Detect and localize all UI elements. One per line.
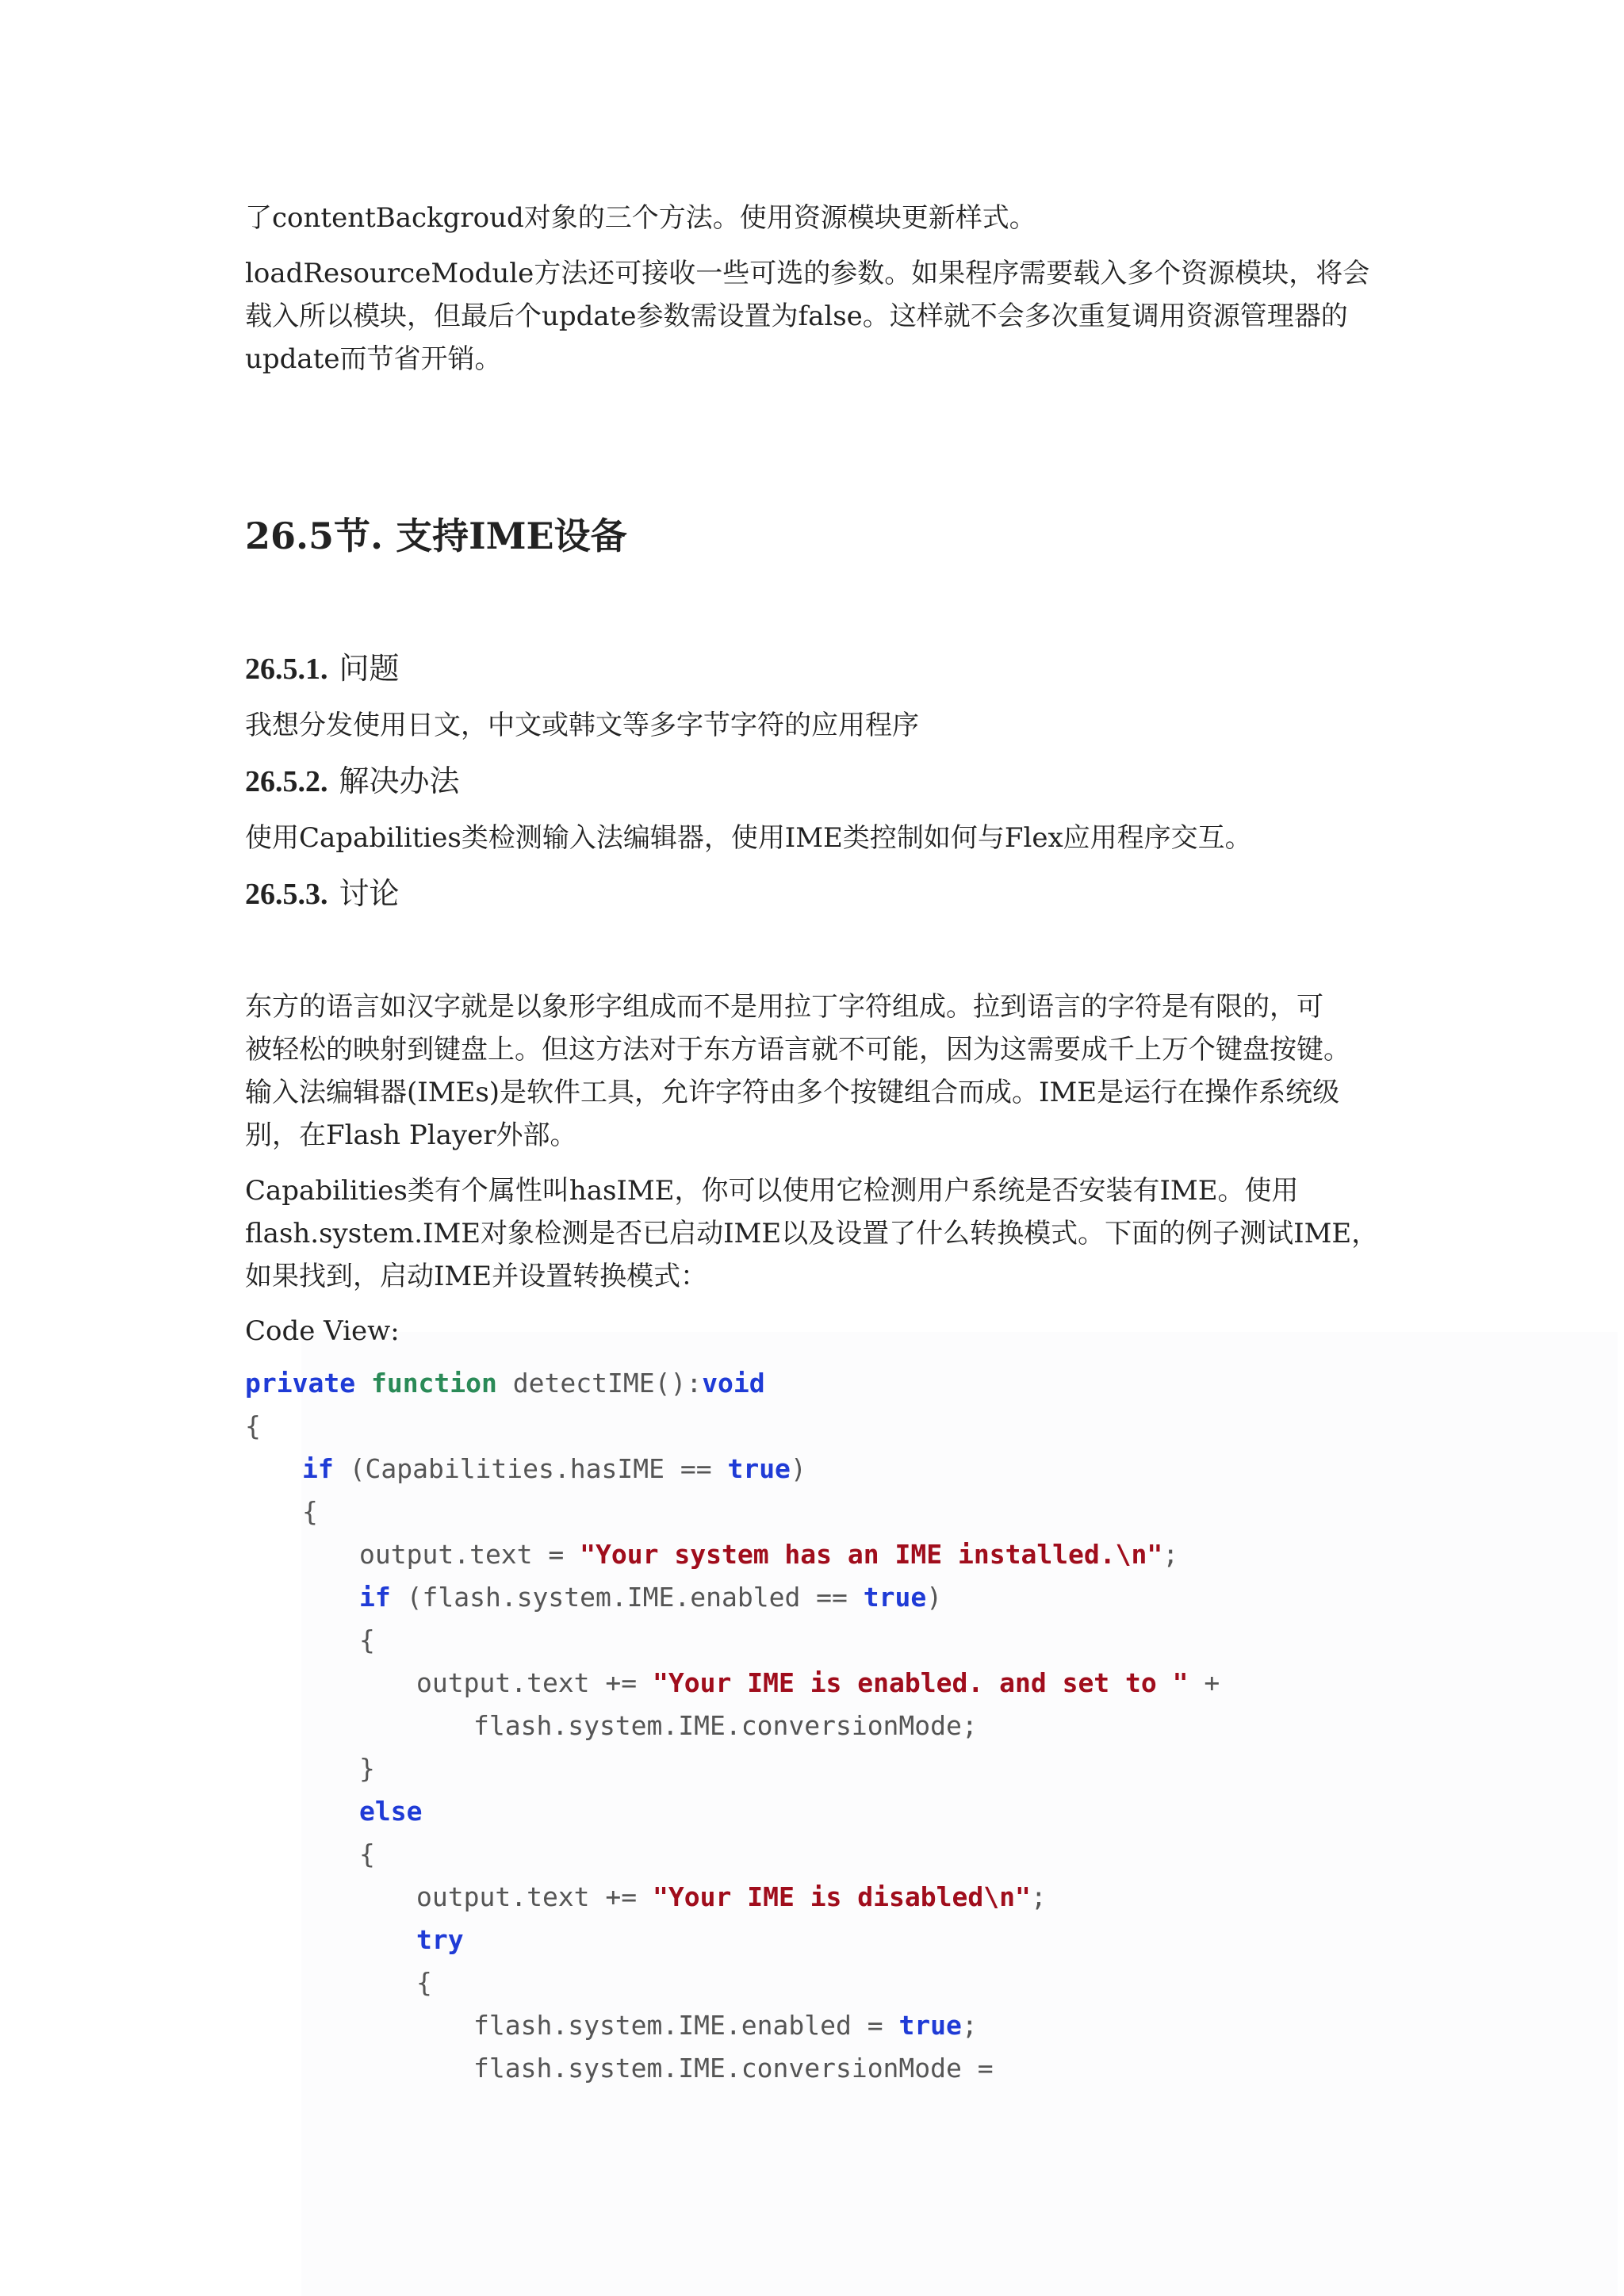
intro-line: 了contentBackgroud对象的三个方法。使用资源模块更新样式。 [245,202,1036,234]
code-line: { [359,1624,375,1655]
discussion-line: 输入法编辑器(IMEs)是软件工具，允许字符由多个按键组合而成。IME是运行在操作系统级 [245,1077,1340,1108]
problem-title: 问题 [339,651,400,686]
code-line: output.text = "Your system has an IME installed.\n"; [359,1539,1179,1570]
code-line: output.text += "Your IME is enabled. and set to " + [416,1667,1220,1698]
discussion-paragraph-1 [245,985,1379,1157]
code-line: output.text += "Your IME is disabled\n"; [416,1881,1047,1912]
discussion-line: 如果找到，启动IME并设置转换模式： [245,1261,708,1292]
code-line: } [359,1753,375,1784]
code-line: if (flash.system.IME.enabled == true) [359,1582,943,1613]
discussion-heading [245,874,400,914]
code-line: flash.system.IME.enabled = true; [473,2010,978,2041]
discussion-line: flash.system.IME对象检测是否已启动IME以及设置了什么转换模式。下面的例子测试IME， [245,1218,1379,1249]
discussion-paragraph-2 [245,1169,1379,1298]
solution-heading [245,761,460,802]
problem-text: 我想分发使用日文，中文或韩文等多字节字符的应用程序 [245,710,919,741]
code-line: { [302,1496,318,1527]
code-line: else [359,1796,423,1827]
intro-paragraph-line: loadResourceModule方法还可接收一些可选的参数。如果程序需要载入多个资源模块，将会 [245,258,1370,289]
discussion-number: 26.5.3. [245,878,328,911]
section-title: 节. 支持IME设备 [334,515,627,557]
discussion-line: 别，在Flash Player外部。 [245,1119,577,1151]
code-block [245,1362,1379,2090]
discussion-title: 讨论 [339,876,400,911]
code-line: { [416,1967,432,1998]
intro-paragraph [245,252,1379,381]
code-line: flash.system.IME.conversionMode; [473,1710,978,1741]
discussion-line: Capabilities类有个属性叫hasIME，你可以使用它检测用户系统是否安装有IME。使用 [245,1175,1299,1207]
solution-number: 26.5.2. [245,765,328,798]
code-line: flash.system.IME.conversionMode = [473,2053,994,2084]
code-line: { [359,1839,375,1869]
problem-heading [245,649,400,689]
code-line: try [416,1924,464,1955]
solution-title: 解决办法 [339,763,460,798]
code-line: if (Capabilities.hasIME == true) [302,1453,806,1484]
intro-paragraph-line: update而节省开销。 [245,343,502,375]
code-line: { [245,1410,261,1441]
discussion-line: 东方的语言如汉字就是以象形字组成而不是用拉丁字符组成。拉到语言的字符是有限的，可 [245,991,1323,1023]
intro-paragraph-line: 载入所以模块，但最后个update参数需设置为false。这样就不会多次重复调用资源管理器的 [245,300,1348,332]
problem-number: 26.5.1. [245,652,328,686]
discussion-line: 被轻松的映射到键盘上。但这方法对于东方语言就不可能，因为这需要成千上万个键盘按键。 [245,1034,1350,1066]
code-view-label: Code View: [245,1315,400,1347]
code-line: private function detectIME():void [245,1368,765,1399]
section-number: 26.5 [245,515,335,557]
section-heading [245,512,627,560]
solution-text: 使用Capabilities类检测输入法编辑器，使用IME类控制如何与Flex应用程序交互。 [245,822,1252,854]
